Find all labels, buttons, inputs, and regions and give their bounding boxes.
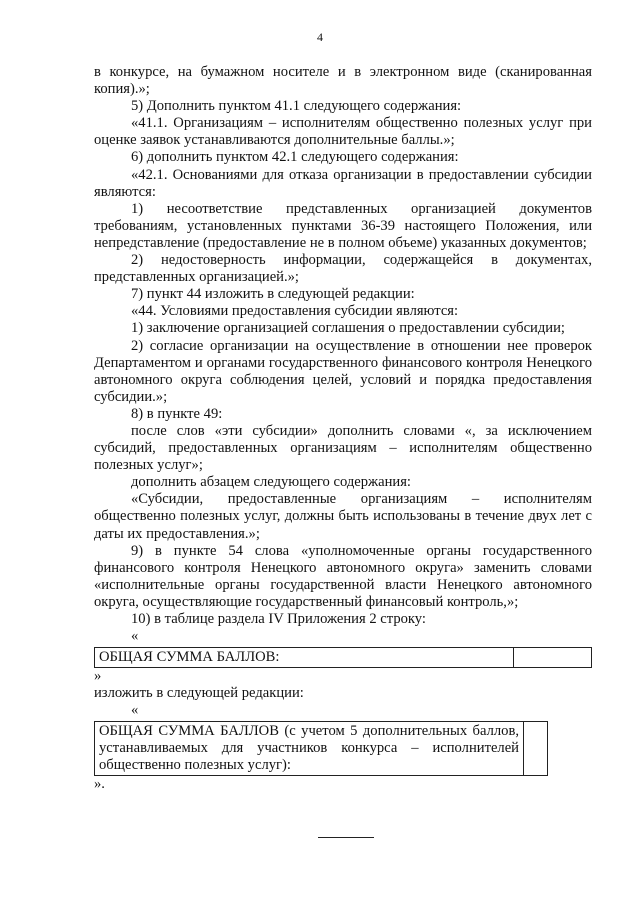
paragraph-condition-2: 2) согласие организации на осуществление в отношении нее проверок Департаментом и органами государственного финансового контроля Ненецкого автономного округа соблюдения целей, условий и порядка предоставления субсидии.»; (94, 337, 592, 405)
table-row (95, 648, 592, 668)
paragraph-replace-intro: изложить в следующей редакции: (94, 685, 304, 702)
quote-close-1: » (94, 668, 102, 685)
paragraph-continuation: в конкурсе, на бумажном носителе и в электронном виде (сканированная копия).»; (94, 64, 592, 98)
new-row-value (524, 722, 548, 776)
paragraph-clause-44: «44. Условиями предоставления субсидии являются: (131, 303, 459, 320)
paragraph-item-8-quote: «Субсидии, предоставленные организациям – исполнителям общественно полезных услуг, должны быть использованы в течение двух лет с даты их предоставления.»; (94, 491, 592, 542)
quote-close-2: ». (94, 776, 105, 793)
paragraph-item-10: 10) в таблице раздела IV Приложения 2 строку: (131, 611, 426, 627)
paragraph-item-8-b: дополнить абзацем следующего содержания: (131, 474, 411, 491)
quote-open-1: « (131, 628, 139, 645)
new-row-label: ОБЩАЯ СУММА БАЛЛОВ (с учетом 5 дополнительных баллов, устанавливаемых для участников конкурса – исполнителей общественно полезных услуг): (95, 722, 524, 776)
table-row (95, 722, 548, 776)
paragraph-item-6: 6) дополнить пунктом 42.1 следующего содержания: (131, 149, 459, 166)
paragraph-item-5: 5) Дополнить пунктом 41.1 следующего содержания: (131, 98, 462, 115)
old-row-value (514, 648, 592, 668)
paragraph-item-9: 9) в пункте 54 слова «уполномоченные органы государственного финансового контроля Ненецкого автономного округа» заменить словами «исполнительные органы государственной власти Ненецкого автономного округа, осуществляющие государственный финансовый контроль,»; (94, 542, 592, 610)
old-row-label: ОБЩАЯ СУММА БАЛЛОВ: (95, 648, 514, 668)
paragraph-item-8-a: после слов «эти субсидии» дополнить словами «, за исключением субсидий, предоставленных организациям – исполнителям общественно полезных услуг»; (94, 422, 592, 474)
page-number: 4 (317, 30, 323, 44)
paragraph-clause-41-1: «41.1. Организациям – исполнителям общественно полезных услуг при оценке заявок устанавливаются дополнительные баллы.»; (94, 115, 592, 149)
paragraph-subitem-2: 2) недостоверность информации, содержащейся в документах, представленных организацией.»; (94, 252, 592, 286)
paragraph-clause-42-1: «42.1. Основаниями для отказа организации в предоставлении субсидии являются: (94, 166, 592, 200)
new-row-table (94, 721, 548, 776)
old-row-table (94, 647, 592, 668)
paragraph-subitem-1: 1) несоответствие представленных организацией документов требованиям, установленных пунктами 36-39 настоящего Положения, или непредставление (предоставление не в полном объеме) указанных документов; (94, 200, 592, 251)
paragraph-item-7: 7) пункт 44 изложить в следующей редакции: (131, 286, 415, 303)
paragraph-condition-1: 1) заключение организацией соглашения о предоставлении субсидии; (131, 320, 565, 337)
paragraph-item-8: 8) в пункте 49: (131, 405, 223, 422)
quote-open-2: « (131, 702, 139, 719)
document-body (94, 64, 592, 794)
footer-divider (318, 837, 374, 838)
